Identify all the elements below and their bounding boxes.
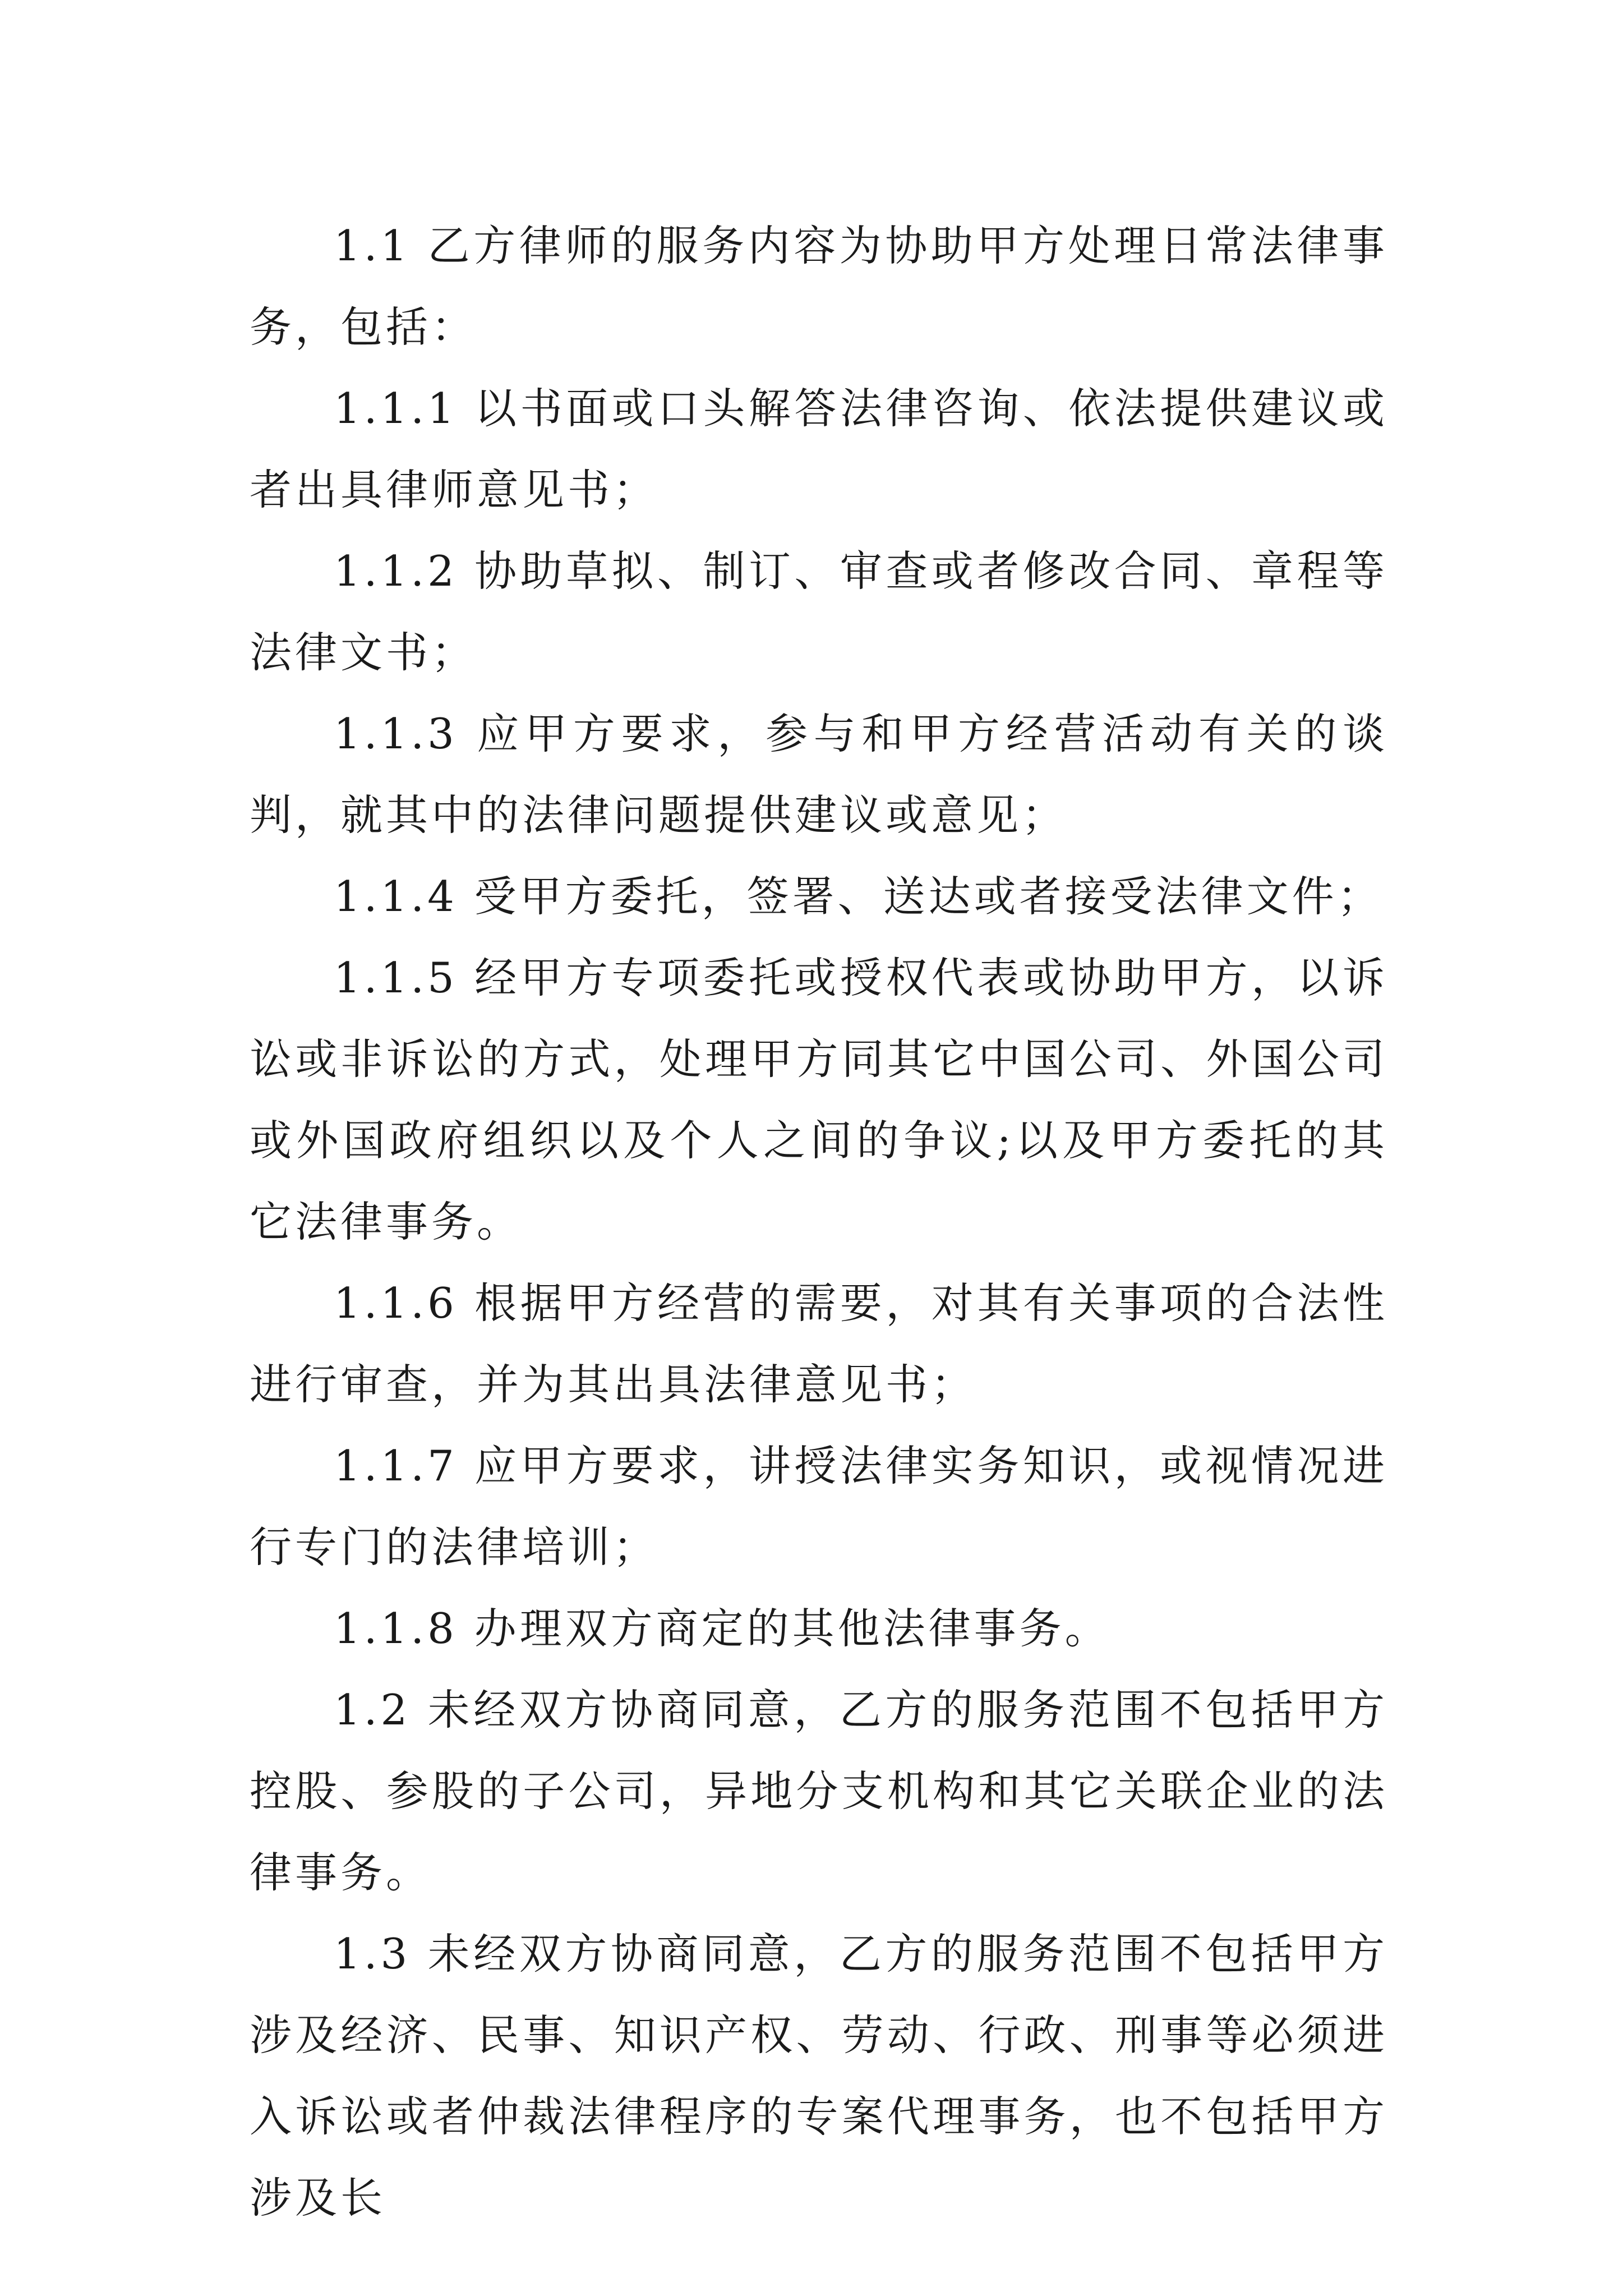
clause-1-1-4: 1.1.4 受甲方委托，签署、送达或者接受法律文件； (334, 872, 1383, 921)
clause-1-1-6: 1.1.6 根据甲方经营的需要，对其有关事项的合法性进行审查，并为其出具法律意见书； (250, 1278, 1388, 1409)
clause-1-1-5: 1.1.5 经甲方专项委托或授权代表或协助甲方，以诉讼或非诉讼的方式，处理甲方同其它中国公司、外国公司或外国政府组织以及个人之间的争议;以及甲方委托的其它法律事务。 (250, 953, 1388, 1246)
document-body (250, 205, 1388, 2239)
clause-1-1-7: 1.1.7 应甲方要求，讲授法律实务知识，或视情况进行专门的法律培训； (250, 1441, 1388, 1572)
clause-1-1: 1.1 乙方律师的服务内容为协助甲方处理日常法律事务，包括： (250, 221, 1388, 352)
clause-1-1-3: 1.1.3 应甲方要求，参与和甲方经营活动有关的谈判，就其中的法律问题提供建议或意见； (250, 709, 1388, 840)
clause-1-1-1: 1.1.1 以书面或口头解答法律咨询、依法提供建议或者出具律师意见书； (250, 384, 1388, 514)
clause-1-2: 1.2 未经双方协商同意，乙方的服务范围不包括甲方控股、参股的子公司，异地分支机构和其它关联企业的法律事务。 (250, 1685, 1388, 1897)
clause-1-1-8: 1.1.8 办理双方商定的其他法律事务。 (334, 1604, 1110, 1653)
clause-1-3: 1.3 未经双方协商同意，乙方的服务范围不包括甲方涉及经济、民事、知识产权、劳动、行政、刑事等必须进入诉讼或者仲裁法律程序的专案代理事务，也不包括甲方涉及长 (250, 1929, 1388, 2223)
clause-1-1-2: 1.1.2 协助草拟、制订、审查或者修改合同、章程等法律文书； (250, 546, 1388, 677)
